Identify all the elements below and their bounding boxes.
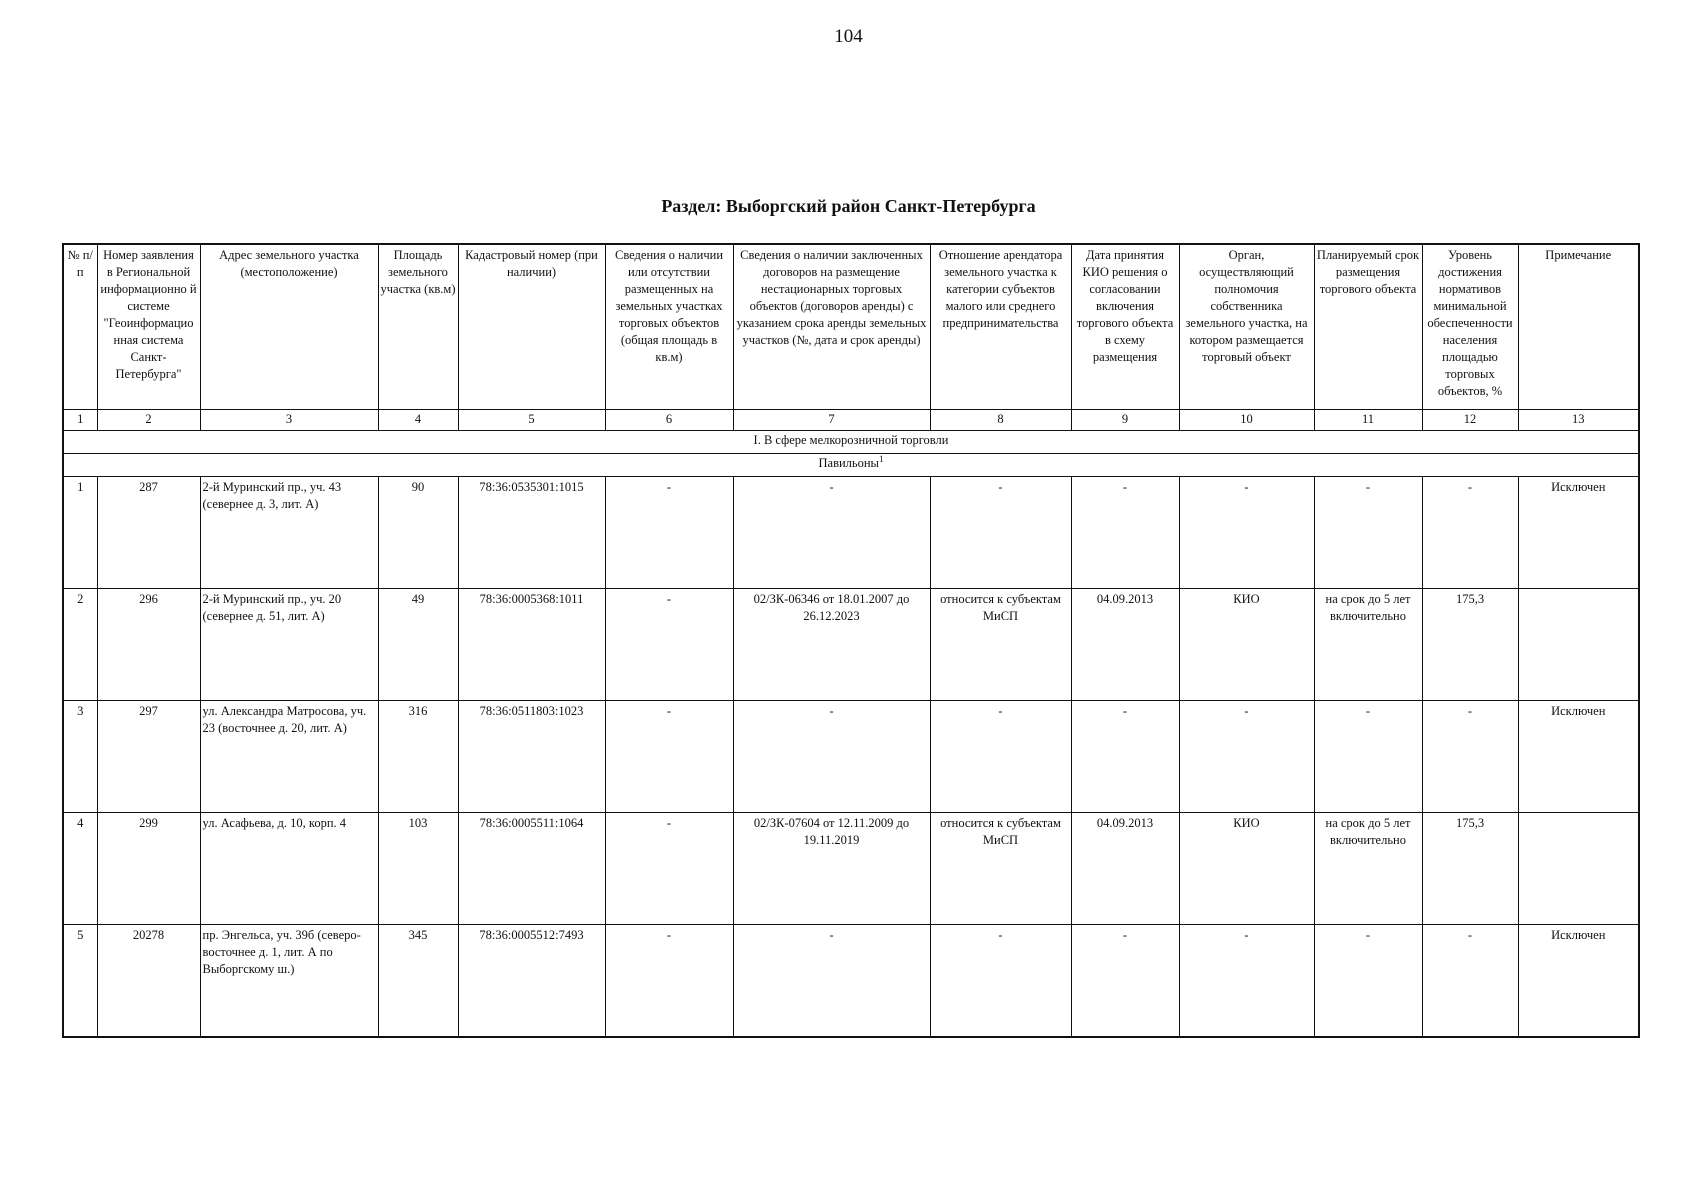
provision-level-cell: - — [1422, 701, 1518, 813]
column-header: Площадь земельного участка (кв.м) — [378, 244, 458, 410]
header-row — [63, 244, 1639, 410]
provision-level-cell: 175,3 — [1422, 589, 1518, 701]
table-row — [63, 589, 1639, 701]
column-number: 12 — [1422, 410, 1518, 431]
existing-objects-cell: - — [605, 925, 733, 1038]
column-number: 6 — [605, 410, 733, 431]
application-number-cell: 296 — [97, 589, 200, 701]
application-number-cell: 299 — [97, 813, 200, 925]
row-number-cell: 4 — [63, 813, 97, 925]
lease-contract-cell: 02/ЗК-07604 от 12.11.2009 до 19.11.2019 — [733, 813, 930, 925]
area-cell: 49 — [378, 589, 458, 701]
column-header: Планируемый срок размещения торгового объекта — [1314, 244, 1422, 410]
column-header: Отношение арендатора земельного участка к категории субъектов малого или среднего предпринимательства — [930, 244, 1071, 410]
application-number-cell: 20278 — [97, 925, 200, 1038]
area-cell: 316 — [378, 701, 458, 813]
decision-date-cell: 04.09.2013 — [1071, 813, 1179, 925]
address-cell: 2-й Муринский пр., уч. 20 (севернее д. 51, лит. А) — [200, 589, 378, 701]
row-number-cell: 5 — [63, 925, 97, 1038]
cadastral-number-cell: 78:36:0535301:1015 — [458, 477, 605, 589]
column-number: 5 — [458, 410, 605, 431]
row-number-cell: 3 — [63, 701, 97, 813]
remark-cell: Исключен — [1518, 925, 1639, 1038]
column-number: 4 — [378, 410, 458, 431]
column-header: Адрес земельного участка (местоположение) — [200, 244, 378, 410]
column-header: Орган, осуществляющий полномочия собственника земельного участка, на котором размещается торговый объект — [1179, 244, 1314, 410]
column-header: № п/п — [63, 244, 97, 410]
existing-objects-cell: - — [605, 589, 733, 701]
address-cell: ул. Александра Матросова, уч. 23 (восточнее д. 20, лит. А) — [200, 701, 378, 813]
sme-status-cell: относится к субъектам МиСП — [930, 589, 1071, 701]
column-header: Номер заявления в Региональной информационно й системе "Геоинформацио нная система Санкт-Петербурга" — [97, 244, 200, 410]
group-title: I. В сфере мелкорозничной торговли — [63, 431, 1639, 454]
subgroup-row — [63, 454, 1639, 477]
existing-objects-cell: - — [605, 701, 733, 813]
decision-date-cell: - — [1071, 701, 1179, 813]
area-cell: 90 — [378, 477, 458, 589]
sme-status-cell: относится к субъектам МиСП — [930, 813, 1071, 925]
planned-term-cell: на срок до 5 лет включительно — [1314, 813, 1422, 925]
provision-level-cell: - — [1422, 477, 1518, 589]
column-number: 13 — [1518, 410, 1639, 431]
decision-date-cell: 04.09.2013 — [1071, 589, 1179, 701]
authority-cell: КИО — [1179, 589, 1314, 701]
column-header: Кадастровый номер (при наличии) — [458, 244, 605, 410]
column-number: 3 — [200, 410, 378, 431]
subgroup-title: Павильоны — [818, 456, 879, 470]
cadastral-number-cell: 78:36:0005512:7493 — [458, 925, 605, 1038]
column-number: 7 — [733, 410, 930, 431]
column-number: 2 — [97, 410, 200, 431]
column-number: 8 — [930, 410, 1071, 431]
column-number: 1 — [63, 410, 97, 431]
subgroup-cell — [63, 454, 1639, 477]
column-header: Дата принятия КИО решения о согласовании включения торгового объекта в схему размещения — [1071, 244, 1179, 410]
authority-cell: - — [1179, 701, 1314, 813]
address-cell: 2-й Муринский пр., уч. 43 (севернее д. 3, лит. А) — [200, 477, 378, 589]
provision-level-cell: - — [1422, 925, 1518, 1038]
lease-contract-cell: - — [733, 701, 930, 813]
address-cell: ул. Асафьева, д. 10, корп. 4 — [200, 813, 378, 925]
table-row — [63, 701, 1639, 813]
column-number: 9 — [1071, 410, 1179, 431]
table-row — [63, 813, 1639, 925]
cadastral-number-cell: 78:36:0005368:1011 — [458, 589, 605, 701]
cadastral-number-cell: 78:36:0511803:1023 — [458, 701, 605, 813]
table-row — [63, 925, 1639, 1038]
column-header: Сведения о наличии заключенных договоров на размещение нестационарных торговых объектов (договоров аренды) с указанием срока аренды земельных участков (№, дата и срок аренды) — [733, 244, 930, 410]
decision-date-cell: - — [1071, 477, 1179, 589]
remark-cell: Исключен — [1518, 477, 1639, 589]
lease-contract-cell: - — [733, 477, 930, 589]
planned-term-cell: на срок до 5 лет включительно — [1314, 589, 1422, 701]
remark-cell: Исключен — [1518, 701, 1639, 813]
cadastral-number-cell: 78:36:0005511:1064 — [458, 813, 605, 925]
lease-contract-cell: 02/ЗК-06346 от 18.01.2007 до 26.12.2023 — [733, 589, 930, 701]
address-cell: пр. Энгельса, уч. 39б (северо-восточнее д. 1, лит. А по Выборгскому ш.) — [200, 925, 378, 1038]
authority-cell: - — [1179, 477, 1314, 589]
group-row — [63, 431, 1639, 454]
column-header: Сведения о наличии или отсутствии размещенных на земельных участках торговых объектов (общая площадь в кв.м) — [605, 244, 733, 410]
provision-level-cell: 175,3 — [1422, 813, 1518, 925]
column-number-row — [63, 410, 1639, 431]
page-number: 104 — [834, 26, 863, 47]
authority-cell: КИО — [1179, 813, 1314, 925]
sme-status-cell: - — [930, 925, 1071, 1038]
column-number: 11 — [1314, 410, 1422, 431]
existing-objects-cell: - — [605, 477, 733, 589]
footnote-marker: 1 — [878, 453, 884, 464]
registry-table — [62, 243, 1640, 1038]
planned-term-cell: - — [1314, 477, 1422, 589]
row-number-cell: 2 — [63, 589, 97, 701]
planned-term-cell: - — [1314, 925, 1422, 1038]
existing-objects-cell: - — [605, 813, 733, 925]
column-header: Примечание — [1518, 244, 1639, 410]
column-number: 10 — [1179, 410, 1314, 431]
planned-term-cell: - — [1314, 701, 1422, 813]
application-number-cell: 297 — [97, 701, 200, 813]
row-number-cell: 1 — [63, 477, 97, 589]
application-number-cell: 287 — [97, 477, 200, 589]
area-cell: 345 — [378, 925, 458, 1038]
column-header: Уровень достижения нормативов минимальной обеспеченности населения площадью торговых объектов, % — [1422, 244, 1518, 410]
sme-status-cell: - — [930, 701, 1071, 813]
area-cell: 103 — [378, 813, 458, 925]
remark-cell — [1518, 589, 1639, 701]
authority-cell: - — [1179, 925, 1314, 1038]
remark-cell — [1518, 813, 1639, 925]
table-row — [63, 477, 1639, 589]
section-title: Раздел: Выборгский район Санкт-Петербурга — [661, 196, 1036, 216]
lease-contract-cell: - — [733, 925, 930, 1038]
decision-date-cell: - — [1071, 925, 1179, 1038]
sme-status-cell: - — [930, 477, 1071, 589]
table-body — [63, 477, 1639, 1038]
